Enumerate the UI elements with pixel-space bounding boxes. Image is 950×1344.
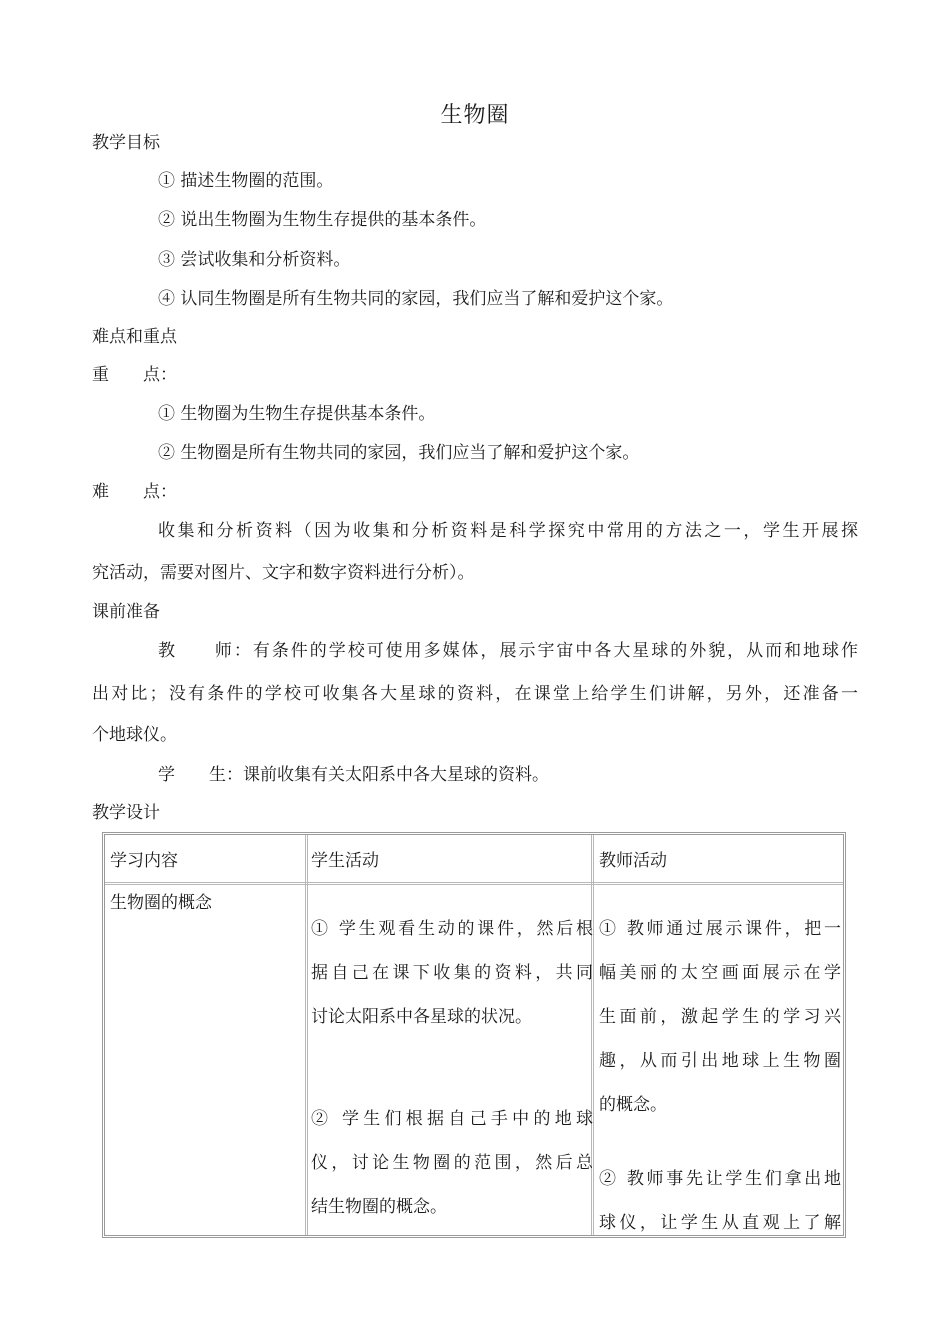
text-line: 球仪，让学生从直观上了解 bbox=[599, 1213, 841, 1233]
teacher-activity-1 bbox=[599, 907, 841, 1127]
objectives-heading: 教学目标 bbox=[92, 133, 160, 153]
difficulty-text: 收集和分析资料（因为收集和分析资料是科学探究中常用的方法之一，学生开展探 bbox=[158, 521, 858, 541]
objective-item: ③ 尝试收集和分析资料。 bbox=[158, 250, 351, 270]
text-line: ② 学生们根据自己手中的地球 bbox=[311, 1109, 593, 1129]
teacher-preparation: 个地球仪。 bbox=[92, 725, 177, 745]
student-activity-1 bbox=[311, 907, 593, 1039]
design-heading: 教学设计 bbox=[92, 803, 160, 823]
key-points-heading: 难点和重点 bbox=[92, 327, 177, 347]
text-line: ② 教师事先让学生们拿出地 bbox=[599, 1169, 841, 1189]
text-line: 的概念。 bbox=[599, 1095, 667, 1115]
focus-item: ② 生物圈是所有生物共同的家园，我们应当了解和爱护这个家。 bbox=[158, 443, 640, 463]
objective-item: ① 描述生物圈的范围。 bbox=[158, 171, 334, 191]
column-header-student: 学生活动 bbox=[311, 851, 379, 871]
teacher-activity-2 bbox=[599, 1157, 841, 1245]
student-activity-2 bbox=[311, 1097, 593, 1229]
text-line: 讨论太阳系中各星球的状况。 bbox=[311, 1007, 532, 1027]
focus-item: ① 生物圈为生物生存提供基本条件。 bbox=[158, 404, 436, 424]
text-line: 结生物圈的概念。 bbox=[311, 1197, 447, 1217]
lesson-design-table bbox=[102, 832, 846, 1238]
text-line: 据自己在课下收集的资料，共同 bbox=[311, 963, 593, 983]
column-header-content: 学习内容 bbox=[110, 851, 178, 871]
difficulty-label: 难 点： bbox=[92, 482, 177, 502]
column-divider bbox=[305, 835, 308, 1235]
column-header-teacher: 教师活动 bbox=[599, 851, 667, 871]
page-title: 生物圈 bbox=[440, 103, 510, 128]
text-line: 生面前，激起学生的学习兴 bbox=[599, 1007, 841, 1027]
objective-item: ④ 认同生物圈是所有生物共同的家园，我们应当了解和爱护这个家。 bbox=[158, 289, 674, 309]
preparation-heading: 课前准备 bbox=[92, 602, 160, 622]
focus-label: 重 点： bbox=[92, 365, 177, 385]
objective-item: ② 说出生物圈为生物生存提供的基本条件。 bbox=[158, 210, 487, 230]
text-line: ① 学生观看生动的课件，然后根 bbox=[311, 919, 593, 939]
teacher-preparation: 出对比；没有条件的学校可收集各大星球的资料，在课堂上给学生们讲解，另外，还准备一 bbox=[92, 684, 858, 704]
difficulty-text: 究活动，需要对图片、文字和数字资料进行分析）。 bbox=[92, 563, 475, 583]
text-line: ① 教师通过展示课件，把一 bbox=[599, 919, 841, 939]
text-line: 仪，讨论生物圈的范围，然后总 bbox=[311, 1153, 593, 1173]
teacher-preparation: 教 师：有条件的学校可使用多媒体，展示宇宙中各大星球的外貌，从而和地球作 bbox=[158, 641, 858, 661]
row-content-cell: 生物圈的概念 bbox=[110, 893, 212, 913]
student-preparation: 学 生：课前收集有关太阳系中各大星球的资料。 bbox=[158, 765, 549, 785]
text-line: 幅美丽的太空画面展示在学 bbox=[599, 963, 841, 983]
text-line: 趣，从而引出地球上生物圈 bbox=[599, 1051, 841, 1071]
